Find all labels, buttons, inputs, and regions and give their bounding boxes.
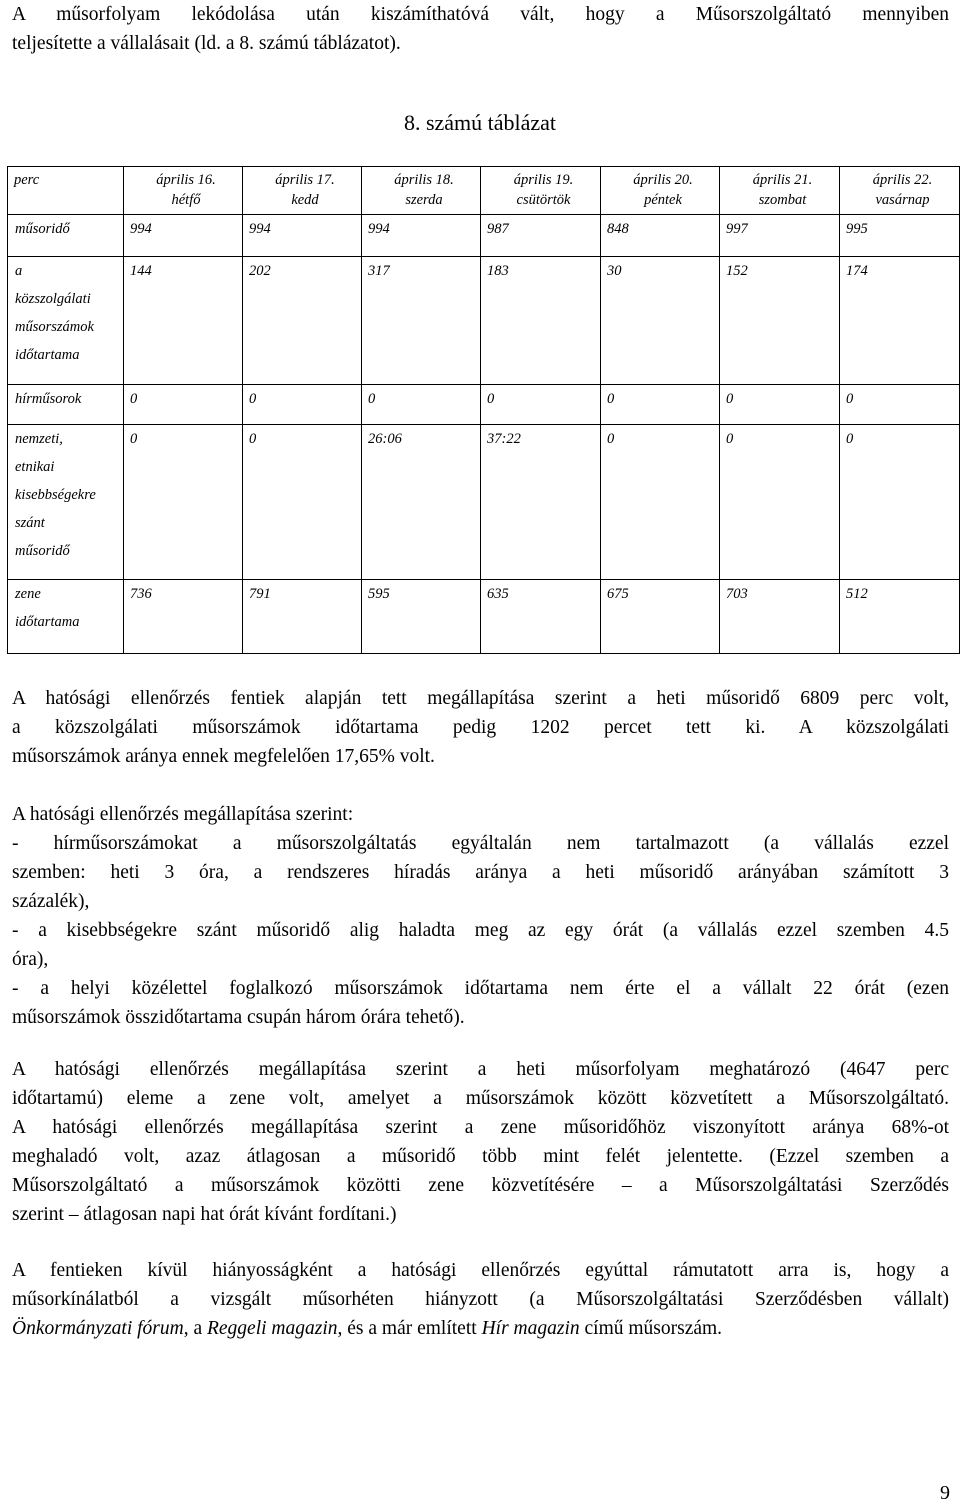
paragraph-line: Önkormányzati fórum, a Reggeli magazin, és a már említett Hír magazin című műsorszám. [12,1318,723,1339]
table-row [8,425,960,580]
day-header [362,167,481,215]
intro-paragraph [12,0,949,58]
table-cell: 0 [720,385,840,425]
day-weekday: szerda [405,192,443,208]
paragraph-line: meghaladó volt, azaz átlagosan a műsoridő több mint felét jelentette. (Ezzel szemben a [12,1146,949,1167]
intro-line: teljesítette a vállalásait (ld. a 8. számú táblázatot). [12,33,401,54]
row-label: műsoridő [8,215,124,257]
day-date: április 18. [394,172,454,188]
day-header [481,167,601,215]
paragraph-line: műsorszámok összidőtartama csupán három órára tehető). [12,1007,465,1028]
day-date: április 16. [156,172,216,188]
day-weekday: kedd [291,192,319,208]
paragraph-line: A hatósági ellenőrzés megállapítása szerint a heti műsorfolyam meghatározó (4647 perc [12,1059,949,1080]
paragraph-line: A hatósági ellenőrzés megállapítása szerint: [12,804,354,825]
paragraph-line: százalék), [12,891,90,912]
table-cell: 37:22 [481,425,601,580]
table-cell: 736 [124,580,243,654]
table-cell: 0 [720,425,840,580]
paragraph-line: - a kisebbségekre szánt műsoridő alig haladta meg az egy órát (a vállalás ezzel szemben 4.5 [12,920,949,941]
table-cell: 152 [720,257,840,385]
table-cell: 317 [362,257,481,385]
table-cell: 0 [362,385,481,425]
page-number: 9 [940,1482,950,1504]
table-cell: 995 [840,215,960,257]
table-cell: 144 [124,257,243,385]
table-cell: 994 [243,215,362,257]
paragraph-line: Műsorszolgáltató a műsorszámok közötti zene közvetítésére – a Műsorszolgáltatási Szerződés [12,1175,949,1196]
day-header [124,167,243,215]
table-cell: 0 [124,425,243,580]
paragraph-line: műsorkínálatból a vizsgált műsorhéten hiányzott (a Műsorszolgáltatási Szerződésben vállalt) [12,1289,949,1310]
table-cell: 183 [481,257,601,385]
day-header [720,167,840,215]
table-cell: 994 [362,215,481,257]
table-cell: 994 [124,215,243,257]
table-cell: 595 [362,580,481,654]
table-row [8,215,960,257]
program-name: Reggeli magazin [206,1318,338,1339]
paragraph-line: - hírműsorszámokat a műsorszolgáltatás egyáltalán nem tartalmazott (a vállalás ezzel [12,833,949,854]
table-row [8,257,960,385]
paragraph-line: A hatósági ellenőrzés megállapítása szerint a zene műsoridőhöz viszonyított aránya 68%-ot [12,1117,949,1138]
day-header [243,167,362,215]
table-cell: 635 [481,580,601,654]
paragraph-line: műsorszámok aránya ennek megfelelően 17,65% volt. [12,746,435,767]
table-cell: 675 [601,580,720,654]
paragraph-line: óra), [12,949,49,970]
table-row [8,580,960,654]
day-weekday: péntek [644,192,682,208]
table-cell: 0 [601,425,720,580]
program-name: Önkormányzati fórum [12,1318,184,1339]
table-cell: 987 [481,215,601,257]
paragraph-line: A fentieken kívül hiányosságként a hatósági ellenőrzés egyúttal rámutatott arra is, hogy a [12,1260,949,1281]
table-cell: 174 [840,257,960,385]
header-label: perc [8,167,124,215]
table-cell: 0 [243,385,362,425]
paragraph-line: szemben: heti 3 óra, a rendszeres híradás aránya a heti műsoridő arányában számított 3 [12,862,949,883]
paragraph-line: időtartamú) eleme a zene volt, amelyet a műsorszámok között közvetített a Műsorszolgáltató. [12,1088,949,1109]
table-cell: 0 [601,385,720,425]
table-header-row [8,167,960,215]
day-date: április 20. [633,172,693,188]
finding-paragraph [12,684,949,771]
program-name: Hír magazin [481,1318,580,1339]
day-header [601,167,720,215]
table-cell: 997 [720,215,840,257]
table-title: 8. számú táblázat [403,110,557,135]
row-label: hírműsorok [8,385,124,425]
day-date: április 22. [872,172,933,188]
table-cell: 0 [840,425,960,580]
day-date: április 17. [275,172,335,188]
missing-programs-paragraph [12,1256,949,1343]
table-row [8,385,960,425]
table-cell: 703 [720,580,840,654]
table-cell: 791 [243,580,362,654]
table-cell: 30 [601,257,720,385]
day-header [840,167,960,215]
row-label: a közszolgálati műsorszámok időtartama [8,257,124,385]
day-date: április 21. [752,172,813,188]
table-cell: 0 [481,385,601,425]
table-cell: 202 [243,257,362,385]
table-cell: 512 [840,580,960,654]
day-date: április 19. [513,172,574,188]
row-label: nemzeti, etnikai kisebbségekre szánt műsoridő [8,425,124,580]
deficiency-list [12,800,949,1032]
paragraph-line: - a helyi közélettel foglalkozó műsorszámok időtartama nem érte el a vállalt 22 órát (ezen [12,978,949,999]
day-weekday: szombat [758,192,807,208]
paragraph-line: szerint – átlagosan napi hat órát kívánt fordítani.) [12,1204,397,1225]
table-cell: 0 [124,385,243,425]
day-weekday: vasárnap [875,192,930,208]
broadcast-table [7,166,960,654]
day-weekday: csütörtök [516,192,571,208]
table-cell: 0 [243,425,362,580]
day-weekday: hétfő [171,192,201,208]
table-cell: 0 [840,385,960,425]
paragraph-line: A hatósági ellenőrzés fentiek alapján tett megállapítása szerint a heti műsoridő 6809 perc volt, [12,688,949,709]
intro-line: A műsorfolyam lekódolása után kiszámíthatóvá vált, hogy a Műsorszolgáltató mennyiben [12,4,949,25]
table-cell: 26:06 [362,425,481,580]
row-label: zene időtartama [8,580,124,654]
music-paragraph [12,1055,949,1229]
paragraph-line: a közszolgálati műsorszámok időtartama pedig 1202 percet tett ki. A közszolgálati [12,717,949,738]
table-cell: 848 [601,215,720,257]
